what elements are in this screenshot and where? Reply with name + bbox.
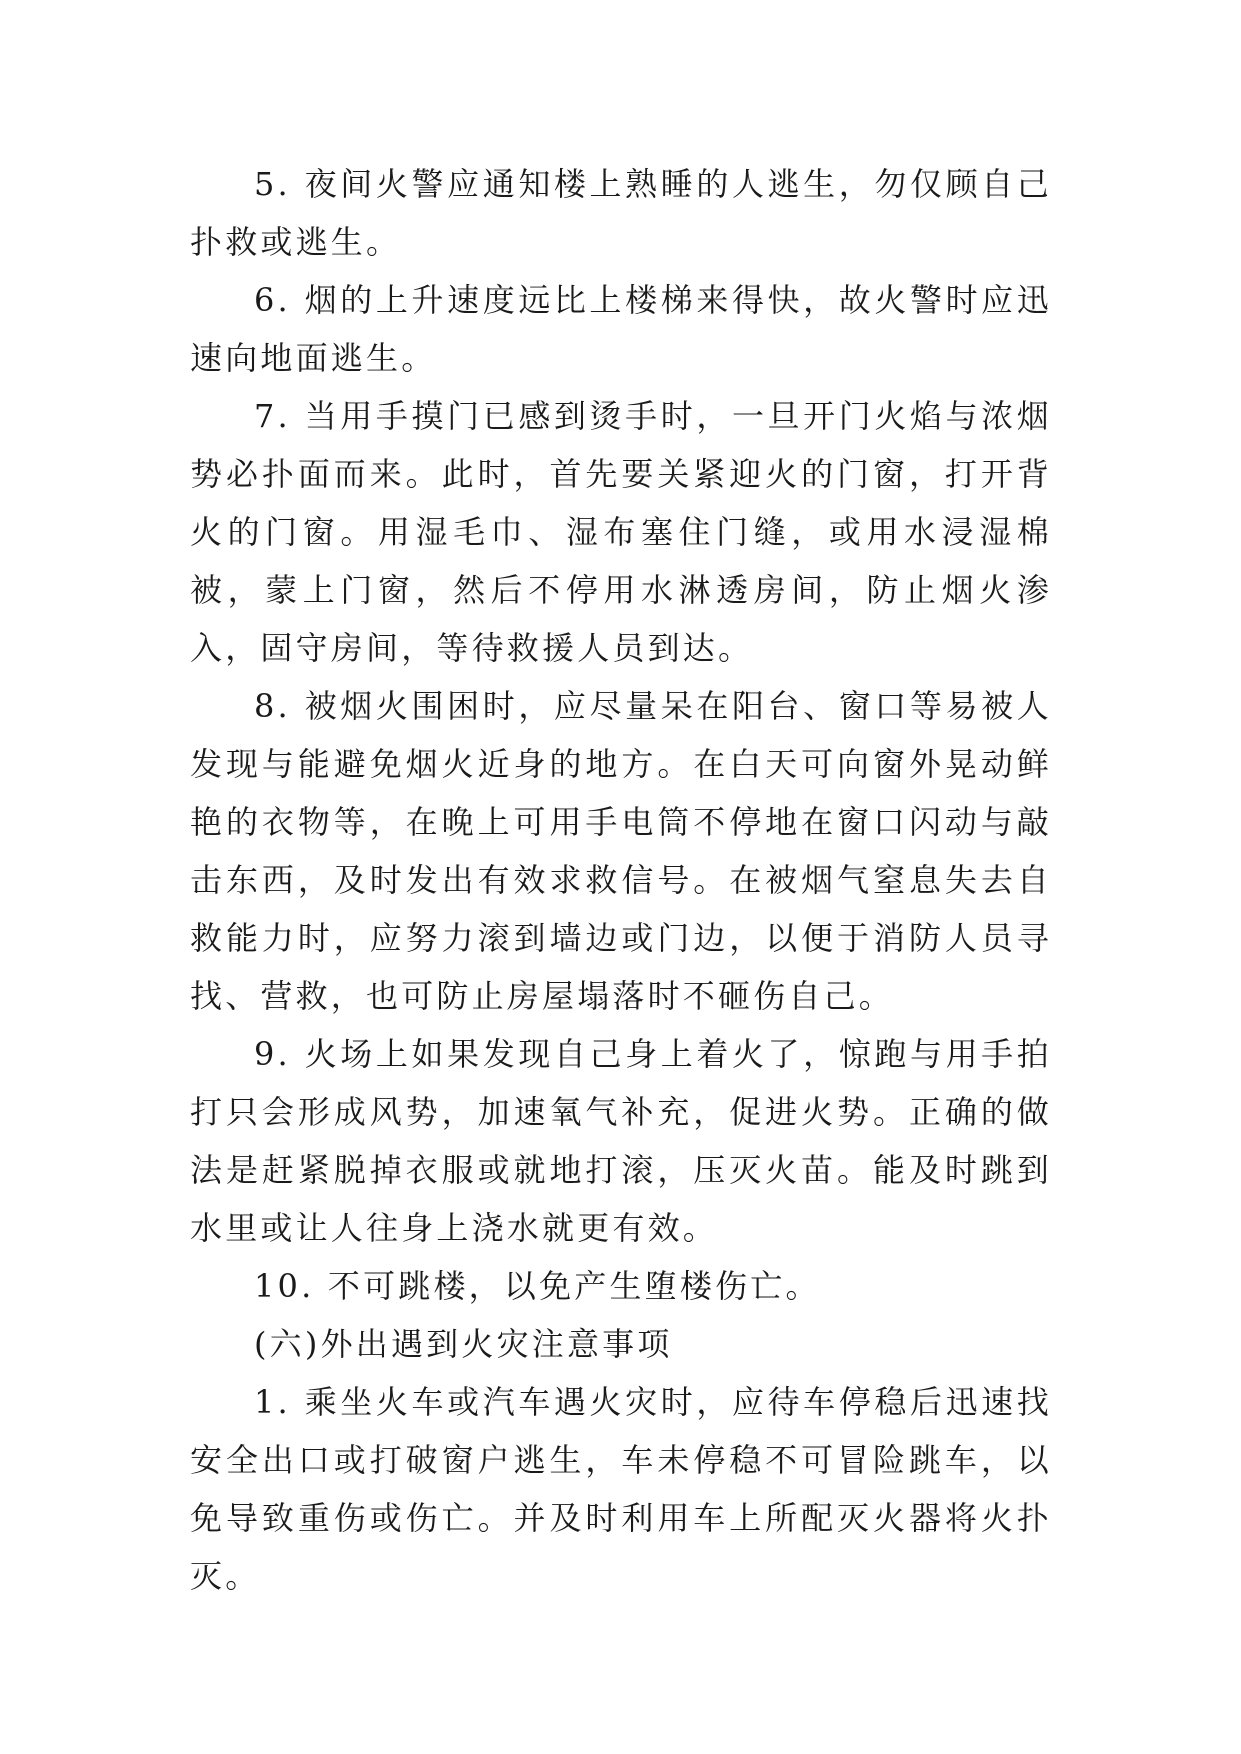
document-body — [190, 155, 1052, 1605]
paragraph-item-7: 7. 当用手摸门已感到烫手时，一旦开门火焰与浓烟势必扑面而来。此时，首先要关紧迎火的门窗，打开背火的门窗。用湿毛巾、湿布塞住门缝，或用水浸湿棉被，蒙上门窗，然后不停用水淋透房间，防止烟火渗入，固守房间，等待救援人员到达。 — [190, 397, 1052, 667]
paragraph-item-9: 9. 火场上如果发现自己身上着火了，惊跑与用手拍打只会形成风势，加速氧气补充，促进火势。正确的做法是赶紧脱掉衣服或就地打滚，压灭火苗。能及时跳到水里或让人往身上浇水就更有效。 — [190, 1035, 1052, 1247]
paragraph-item-10: 10. 不可跳楼，以免产生堕楼伤亡。 — [254, 1267, 821, 1305]
section-heading-6: (六)外出遇到火灾注意事项 — [254, 1325, 673, 1363]
paragraph-item-6: 6. 烟的上升速度远比上楼梯来得快，故火警时应迅速向地面逃生。 — [190, 281, 1052, 377]
paragraph-item-8: 8. 被烟火围困时，应尽量呆在阳台、窗口等易被人发现与能避免烟火近身的地方。在白天可向窗外晃动鲜艳的衣物等，在晚上可用手电筒不停地在窗口闪动与敲击东西，及时发出有效求救信号。在被烟气窒息失去自救能力时，应努力滚到墙边或门边，以便于消防人员寻找、营救，也可防止房屋塌落时不砸伤自己。 — [190, 687, 1052, 1015]
paragraph-item-1: 1. 乘坐火车或汽车遇火灾时，应待车停稳后迅速找安全出口或打破窗户逃生，车未停稳不可冒险跳车，以免导致重伤或伤亡。并及时利用车上所配灭火器将火扑灭。 — [190, 1383, 1052, 1595]
paragraph-item-5: 5. 夜间火警应通知楼上熟睡的人逃生，勿仅顾自己扑救或逃生。 — [190, 165, 1052, 261]
